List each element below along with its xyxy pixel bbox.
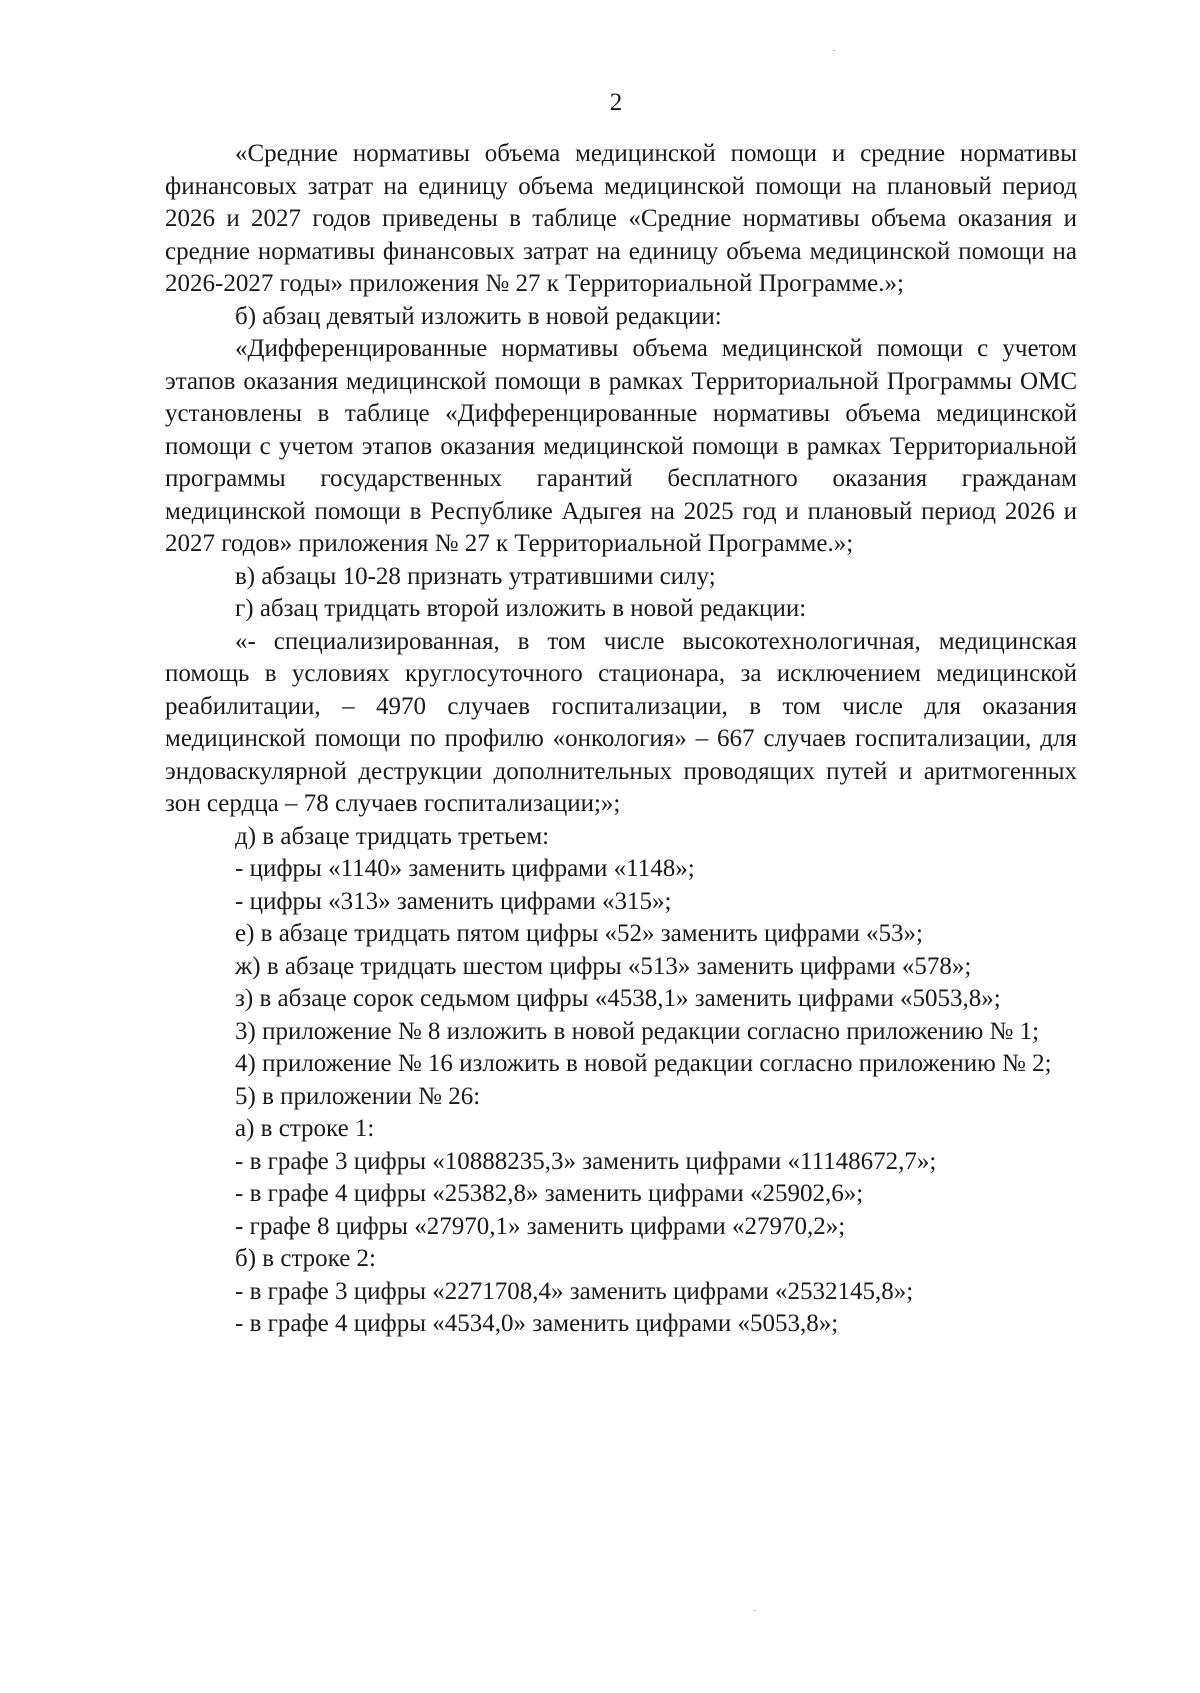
paragraph-row-2: б) в строке 2:: [235, 1245, 376, 1272]
paragraph-item-g: г) абзац тридцать второй изложить в новой редакции:: [235, 595, 807, 622]
paragraph-item-5: 5) в приложении № 26:: [235, 1082, 481, 1110]
paragraph-item-d: д) в абзаце тридцать третьем:: [235, 822, 550, 850]
list-item-row1-col3: - в графе 3 цифры «10888235,3» заменить цифрами «11148672,7»;: [235, 1147, 937, 1175]
paragraph-row-1: а) в строке 1:: [235, 1115, 375, 1142]
list-item-313: - цифры «313» заменить цифрами «315»;: [235, 887, 672, 915]
list-item-row2-col4: - в графе 4 цифры «4534,0» заменить цифрами «5053,8»;: [235, 1310, 839, 1337]
page-number: 2: [609, 89, 623, 116]
paragraph-specialized-care: «- специализированная, в том числе высокотехнологичная, медицинская помощь в условиях круглосуточного стационара, за исключением медицинской реабилитации, – 4970 случаев госпитализации, в том числе для оказания медицинской помощи по профилю «онкология» – 667 случаев госпитализации, для эндоваскулярной деструкции дополнительных проводящих путей и аритмогенных зон сердца – 78 случаев госпитализации;»;: [165, 627, 1077, 817]
document-body: [165, 138, 1077, 1341]
list-item-row1-col8: - графе 8 цифры «27970,1» заменить цифрами «27970,2»;: [235, 1212, 846, 1240]
list-item-1140: - цифры «1140» заменить цифрами «1148»;: [235, 855, 695, 882]
paragraph-differentiated-norms: «Дифференцированные нормативы объема медицинской помощи с учетом этапов оказания медицинской помощи в рамках Территориальной Программы ОМС установлены в таблице «Дифференцированные нормативы объема медицинской помощи с учетом этапов оказания медицинской помощи в рамках Территориальной программы государственных гарантий бесплатного оказания гражданам медицинской помощи в Республике Адыгея на 2025 год и плановый период 2026 и 2027 годов» приложения № 27 к Территориальной Программе.»;: [165, 335, 1077, 557]
paragraph-item-zh: ж) в абзаце тридцать шестом цифры «513» заменить цифрами «578»;: [235, 952, 972, 980]
paragraph-item-4: 4) приложение № 16 изложить в новой редакции согласно приложению № 2;: [235, 1050, 1052, 1077]
paragraph-item-e: е) в абзаце тридцать пятом цифры «52» заменить цифрами «53»;: [235, 920, 923, 947]
paragraph-item-3: 3) приложение № 8 изложить в новой редакции согласно приложению № 1;: [235, 1017, 1040, 1045]
scan-speck: [754, 1610, 756, 1611]
list-item-row1-col4: - в графе 4 цифры «25382,8» заменить цифрами «25902,6»;: [235, 1180, 864, 1207]
paragraph-item-z: з) в абзаце сорок седьмом цифры «4538,1» заменить цифрами «5053,8»;: [235, 985, 1001, 1012]
paragraph-average-norms: «Средние нормативы объема медицинской помощи и средние нормативы финансовых затрат на единицу объема медицинской помощи на плановый период 2026 и 2027 годов приведены в таблице «Средние нормативы объема оказания и средние нормативы финансовых затрат на единицу объема медицинской помощи на 2026-2027 годы» приложения № 27 к Территориальной Программе.»;: [165, 140, 1077, 297]
paragraph-item-b: б) абзац девятый изложить в новой редакции:: [235, 302, 722, 330]
scan-speck: [833, 50, 835, 51]
paragraph-item-v: в) абзацы 10-28 признать утратившими силу;: [235, 562, 716, 590]
list-item-row2-col3: - в графе 3 цифры «2271708,4» заменить цифрами «2532145,8»;: [235, 1277, 914, 1305]
